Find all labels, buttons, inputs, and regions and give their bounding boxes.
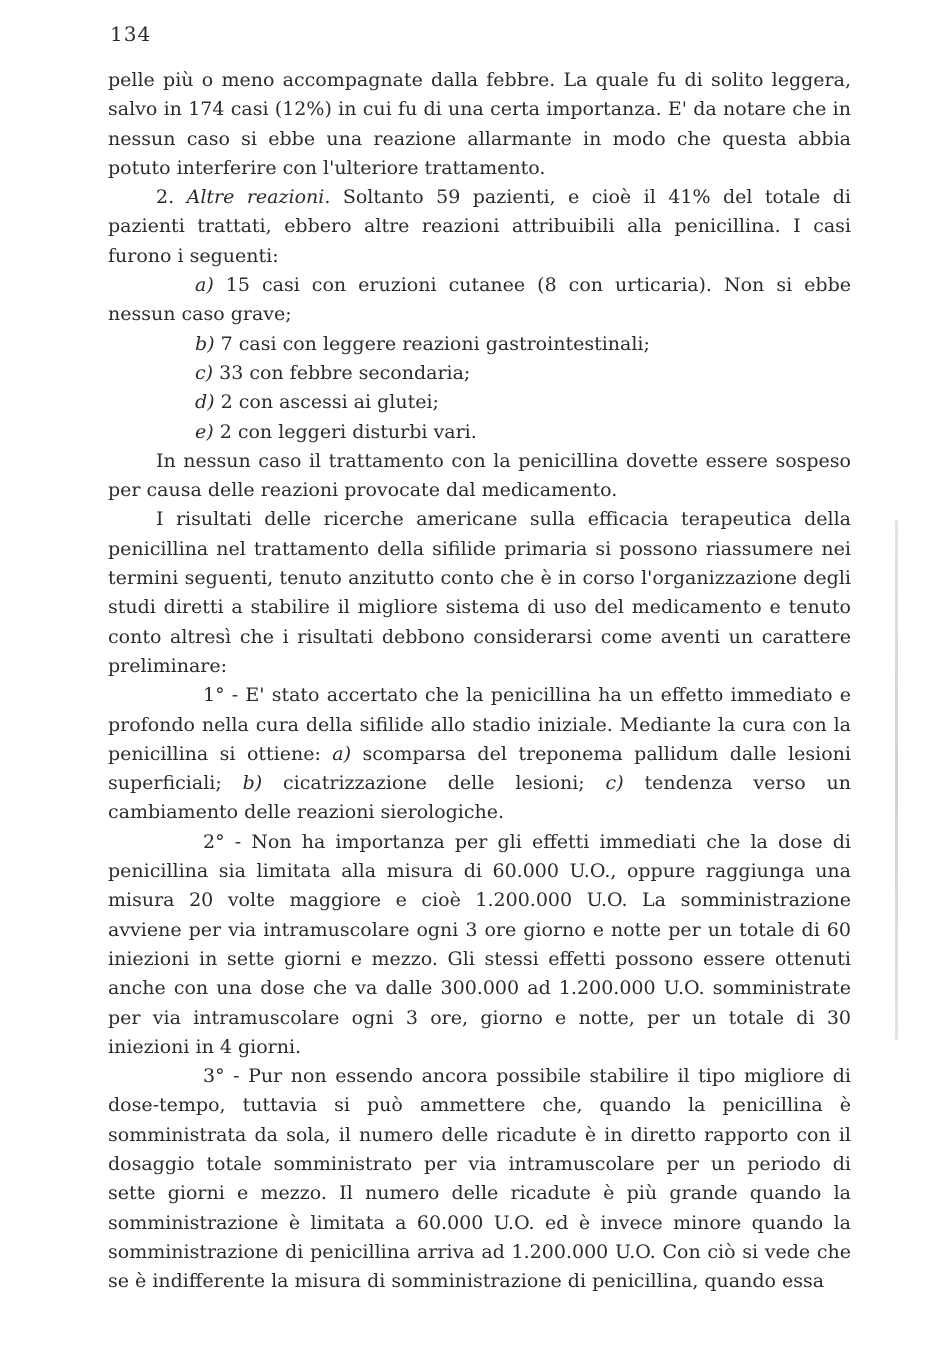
page-number: 134 [110,22,152,46]
point-letter: c) [605,772,624,795]
list-letter: c) [195,361,214,384]
section-text: Soltanto 59 pazienti, e cioè il 41% del totale di pazienti trattati, ebbero altre reazioni attribuibili alla penicillina. I casi furono i seguenti: [108,186,851,267]
scan-margin-shadow [895,520,898,1040]
point-letter: b) [242,772,263,795]
point-text: scomparsa del treponema pallidum dalle lesioni superficiali; [108,742,851,795]
list-item-a [108,271,851,330]
list-item-e [108,418,851,447]
list-text: 2 con leggeri disturbi vari. [213,420,477,443]
list-text: 2 con ascessi ai glutei; [214,391,439,414]
list-item-d [108,388,851,417]
body-text [108,66,851,1296]
list-text: 15 casi con eruzioni cutanee (8 con urticaria). Non si ebbe nessun caso grave; [108,274,851,326]
numbered-point-3: 3° - Pur non essendo ancora possibile stabilire il tipo migliore di dose-tempo, tuttavia si può ammettere che, quando la penicillina è somministrata da sola, il numero delle ricadute è in diretto rapporto con il dosaggio totale somministrato per via intramuscolare per un periodo di sette giorni e mezzo. Il numero delle ricadute è più grande quando la somministrazione è limitata a 60.000 U.O. ed è invece minore quando la somministrazione di penicillina arriva ad 1.200.000 U.O. Con ciò si vede che se è indifferente la misura di somministrazione di penicillina, quando essa [108,1065,851,1293]
section-number: 2. [156,186,187,209]
section-heading: Altre reazioni. [186,186,331,209]
list-letter: e) [195,420,214,443]
point-text: tendenza verso un cambiamento delle reazioni sierologiche. [108,772,851,824]
list-item-b [108,330,851,359]
list-letter: a) [195,274,214,297]
paragraph-2 [108,183,851,271]
paragraph-1: pelle più o meno accompagnate dalla febbre. La quale fu di solito leggera, salvo in 174 casi (12%) in cui fu di una certa importanza. E' da notare che in nessun caso si ebbe una reazione allarmante in modo che questa abbia potuto interferire con l'ulteriore trattamento. [108,69,851,179]
numbered-point-2: 2° - Non ha importanza per gli effetti immediati che la dose di penicillina sia limitata alla misura di 60.000 U.O., oppure raggiunga una misura 20 volte maggiore e cioè 1.200.000 U.O. La somministrazione avviene per via intramuscolare ogni 3 ore giorno e notte per un totale di 60 iniezioni in sette giorni e mezzo. Gli stessi effetti possono essere ottenuti anche con una dose che va dalle 300.000 ad 1.200.000 U.O. somministrate per via intramuscolare ogni 3 ore, giorno e notte, per un totale di 30 iniezioni in 4 giorni. [108,830,851,1058]
point-text: 1° - E' stato accertato che la penicillina ha un effetto immediato e profondo nella cura della sifilide allo stadio iniziale. Mediante la cura con la penicillina si ottiene: [108,684,851,765]
point-letter: a) [332,742,352,765]
list-item-c [108,359,851,388]
point-text: cicatrizzazione delle lesioni; [262,772,606,795]
numbered-point-1 [108,681,851,827]
paragraph-3: In nessun caso il trattamento con la penicillina dovette essere sospeso per causa delle reazioni provocate dal medicamento. [108,449,851,502]
list-text: 33 con febbre secondaria; [213,361,471,384]
paragraph-4: I risultati delle ricerche americane sulla efficacia terapeutica della penicillina nel trattamento della sifilide primaria si possono riassumere nei termini seguenti, tenuto anzitutto conto che è in corso l'organizzazione degli studi diretti a stabilire il migliore sistema di uso del medicamento e tenuto conto altresì che i risultati debbono considerarsi come aventi un carattere preliminare: [108,508,851,677]
list-text: 7 casi con leggere reazioni gastrointestinali; [214,332,650,355]
list-letter: d) [195,391,215,414]
list-letter: b) [195,332,215,355]
